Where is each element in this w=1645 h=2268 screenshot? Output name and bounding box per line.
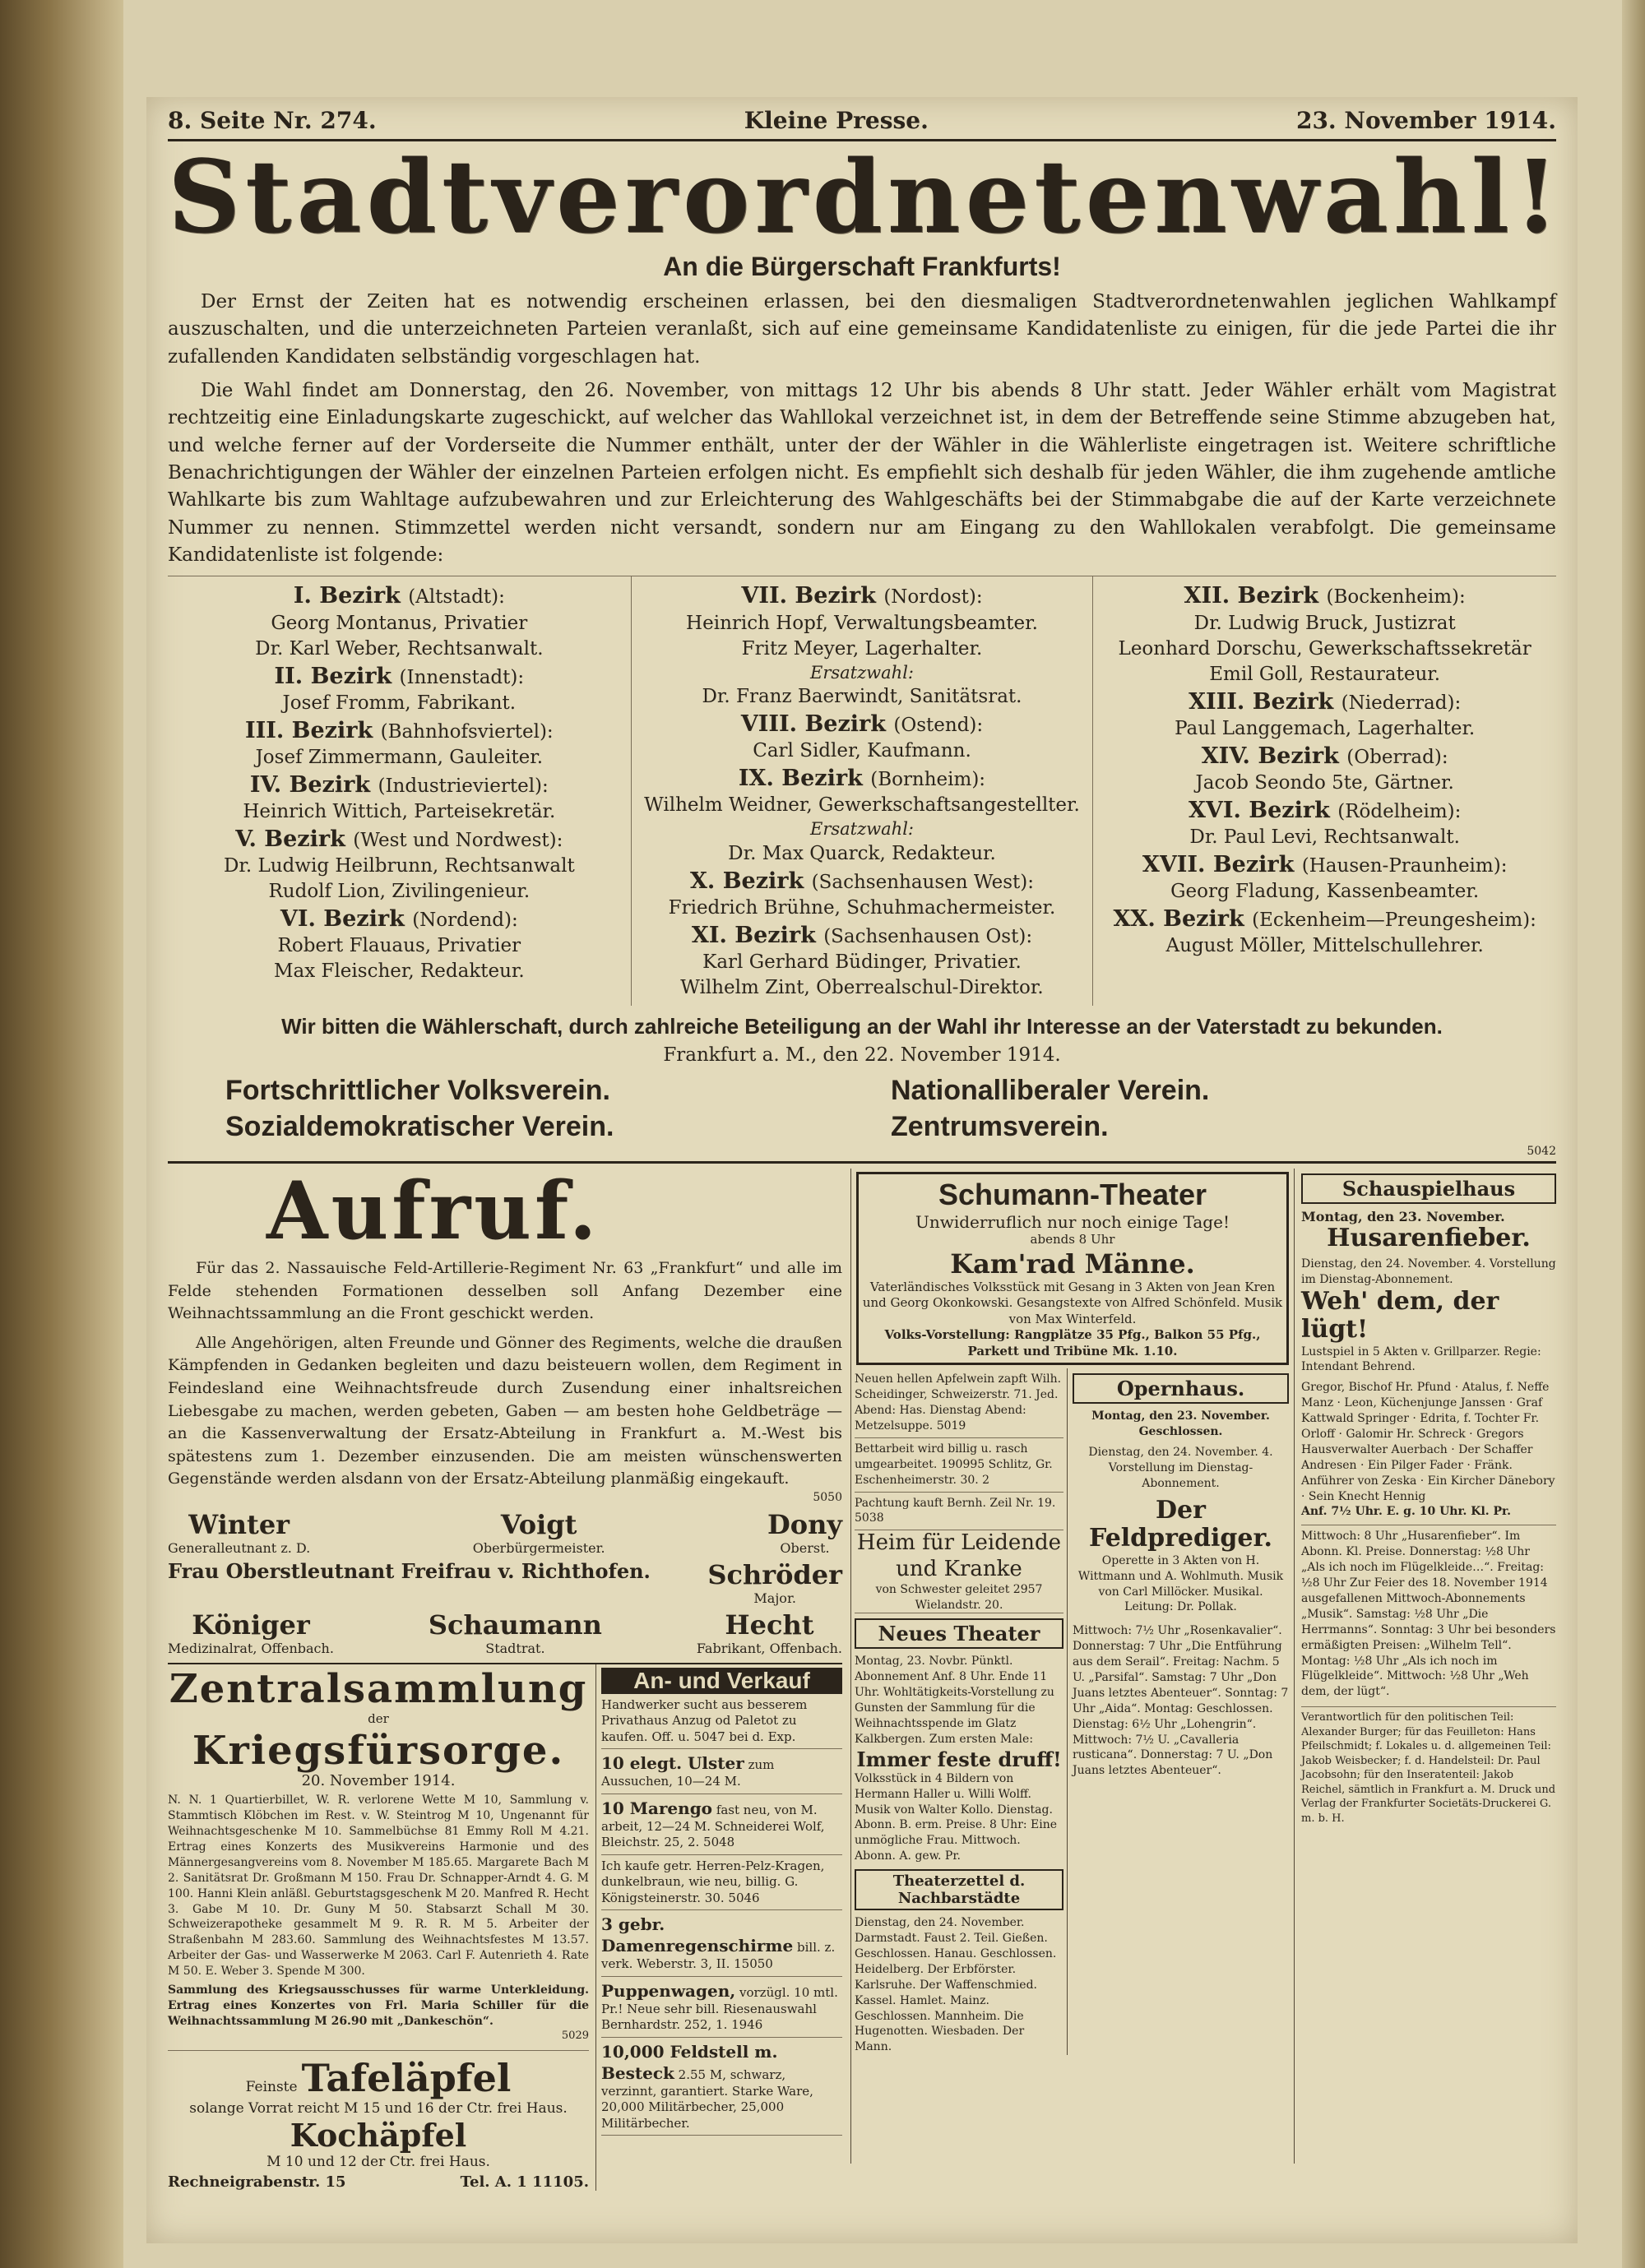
editorial-credits: Verantwortlich für den politischen Teil: Alexander Burger; für das Feuilleton: Hans Pfeilschmidt; f. Lokales u. d. allgemeinen Teil: Jakob Weisbecker; f. d. Handelsteil: Dr. Paul Jacobsohn; für den Inseratenteil: Jakob Reichel, sämtlich in Frankfurt a. M. Druck und Verlag der Frankfurter Societäts-Druckerei G. m. b. H. [1301,1706,1556,1826]
zentral-title: Zentralsammlung [169,1665,588,1712]
candidate: Josef Zimmermann, Gauleiter. [255,746,544,768]
district-column [631,576,1094,1005]
candidate-list [168,576,1556,1005]
section-divider [168,1161,1556,1164]
opernhaus-l2: Dienstag, den 24. November. 4. Vorstellung im Dienstag-Abonnement. [1088,1446,1273,1490]
intro-paragraph-1: Der Ernst der Zeiten hat es notwendig erscheinen erlassen, bei den diesmaligen Stadtverordnetenwahlen jeglichen Wahlkampf auszuschalten, und die unterzeichneten Parteien veranlaßt, sich auf eine gemeinsame Kandidatenliste zu einigen, für die jede Partei die ihr zufallenden Kandidaten selbständig vorgeschlagen hat. [168,291,1556,368]
candidate: Karl Gerhard Büdinger, Privatier. [702,951,1022,973]
candidate: Friedrich Brühne, Schuhmachermeister. [668,896,1056,919]
opernhaus-desc: Operette in 3 Akten von H. Wittmann und A. Wohlmuth. Musik von Carl Millöcker. Musikal. Leitung: Dr. Pollak. [1077,1553,1284,1614]
buy-sell-column [595,1664,842,2191]
district-title: IV. Bezirk (Industrieviertel): [249,771,549,798]
schauspielhaus-desc: Lustspiel in 5 Akten v. Grillparzer. Regie: Intendant Behrend. [1301,1345,1541,1374]
zentral-donations: N. N. 1 Quartierbillet, W. R. verlorene Wette M 10, Sammlung v. Stammtisch Klöbchen im Rest. v. W. Steintrog M 10, Ungenannt für Weihnachtsgeschenke M 10. Sammelbüchse 81 Emmy Roll M 4.21. Ertrag eines Konzerts des Musikvereins Harmonie und des Männergesangvereins vom 8. November M 185.65. Margarete Bach M 2. Sanitätsrat Dr. Großmann M 150. Frau Dr. Schnapper-Arndt 4. G. M 100. Hanni Klein anläßl. Geburtstagsgeschenk M 20. Manfred R. Hecht 3. Gabe M 10. Dr. Guny M 50. Stabsarzt Schall M 30. Schweizerapotheke gesammelt M 9. R. R. M 5. Arbeiter der Straßenbahn M 283.60. Sammlung des Weihnachtsfestes M 13.57. Arbeiter der Gas- und Wasserwerke M 2063. Carl F. Autenrieth 4. Rate M 50. E. Weber 3. Spende M 300. [168,1794,589,1979]
party-name: Sozialdemokratischer Verein. [225,1111,614,1143]
district-column [168,576,631,1005]
pacht-ad: Pachtung kauft Bernh. Zeil Nr. 19. 5038 [855,1493,1063,1531]
schauspielhaus-play-1: Husarenfieber. [1327,1224,1531,1253]
classified-ads [601,1694,842,2136]
schauspielhaus-times: Anf. 7½ Uhr. E. g. 10 Uhr. Kl. Pr. [1301,1505,1512,1519]
page-edge [1622,0,1645,2268]
signature: Hecht Fabrikant, Offenbach. [696,1608,842,1656]
opernhaus-play: Der Feldprediger. [1089,1495,1272,1553]
page-number: 8. Seite Nr. 274. [168,107,377,134]
candidate: Dr. Max Quarck, Redakteur. [728,842,996,864]
apple-ad-l3: M 10 und 12 der Ctr. frei Haus. [266,2153,490,2170]
candidate: Emil Goll, Restaurateur. [1209,663,1441,685]
intro-paragraph-2: Die Wahl findet am Donnerstag, den 26. November, von mittags 12 Uhr bis abends 8 Uhr statt. Jeder Wähler erhält vom Magistrat rechtzeitig eine Einladungskarte zugeschickt, auf welcher das Wahllokal verzeichnet ist, in dem der Betreffende seine Stimme abzugeben hat, und welche ferner auf der Vorderseite die Nummer enthält, unter der der Wähler in die Wählerliste eingetragen ist. Weitere schriftliche Benachrichtigungen der Wähler der einzelnen Parteien erfolgen nicht. Es empfiehlt sich deshalb für jeden Wähler, die ihm zugehende amtliche Wahlkarte bis zum Wahltage aufzubewahren und zur Erleichterung des Wahlgeschäfts bei der Stimmabgabe die auf der Karte verzeichnete Nummer zu nennen. Stimmzettel werden nicht versandt, sondern nur am Eingang zu den Wahllokalen verabfolgt. Die gemeinsame Kandidatenliste ist folgende: [168,380,1556,567]
headline: Stadtverordnetenwahl! [168,137,1564,256]
party-name: Fortschrittlicher Volksverein. [225,1074,610,1106]
apple-ad-l1: Feinste [245,2078,298,2095]
zentral-title-2: Kriegsfürsorge. [192,1727,565,1774]
neues-theater-title: Neues Theater [855,1618,1063,1649]
district-column [1093,576,1556,1005]
lower-left-block [168,1663,842,2191]
district-title: VI. Bezirk (Nordend): [280,906,518,933]
candidate: Jacob Seondo 5te, Gärtner. [1195,771,1454,794]
signature: Königer Medizinalrat, Offenbach. [168,1608,334,1656]
district-title: IX. Bezirk (Bornheim): [738,766,986,792]
district-title: VIII. Bezirk (Ostend): [740,710,984,737]
classified-ad: 3 gebr. Damenregenschirme bill. z. verk. Weberstr. 3, II. 15050 [601,1910,842,1977]
candidate: Heinrich Hopf, Verwaltungsbeamter. [686,612,1038,634]
zentral-der: der [368,1710,389,1726]
theaterzettel-title: Theaterzettel d. Nachbarstädte [855,1869,1063,1910]
appeal-text: Wir bitten die Wählerschaft, durch zahlreiche Beteiligung an der Wahl ihr Interesse an der Vaterstadt zu bekunden. [281,1013,1443,1039]
apple-ad-l2: solange Vorrat reicht M 15 und 16 der Ctr. frei Haus. [189,2099,568,2117]
schumann-line1: Unwiderruflich nur noch einige Tage! [915,1212,1230,1233]
apple-ad-tel: Tel. A. 1 11105. [460,2173,589,2191]
buy-sell-header: An- und Verkauf [601,1668,842,1694]
schauspielhaus-l2: Dienstag, den 24. November. 4. Vorstellung im Dienstag-Abonnement. [1301,1257,1556,1286]
schauspielhaus-l1: Montag, den 23. November. [1301,1209,1505,1225]
middle-ads [851,1368,1067,2055]
candidate: Fritz Meyer, Lagerhalter. [741,637,983,660]
apple-ad [168,2050,589,2191]
schumann-prices: Volks-Vorstellung: Rangplätze 35 Pfg., Balkon 55 Pfg., Parkett und Tribüne Mk. 1.10. [884,1327,1261,1358]
apple-ad-title-2: Kochäpfel [290,2116,467,2154]
candidate: Heinrich Wittich, Parteisekretär. [243,801,556,822]
district-title: XIII. Bezirk (Niederrad): [1189,688,1462,715]
middle-split [851,1368,1294,2055]
district-title: XII. Bezirk (Bockenheim): [1184,583,1466,609]
classified-ad: Puppenwagen, vorzügl. 10 mtl. Pr.! Neue sehr bill. Riesenauswahl Bernhardstr. 252, 1. 1946 [601,1977,842,2038]
newspaper-page [146,97,1578,2243]
candidate: Robert Flauaus, Privatier [277,935,521,957]
heim-ad-title: Heim für Leidende und Kranke [856,1530,1062,1581]
schumann-line2: abends 8 Uhr [1030,1232,1115,1247]
right-column [1294,1169,1556,2164]
candidate: Josef Fromm, Fabrikant. [282,692,517,714]
candidate: Wilhelm Zint, Oberrealschul-Direktor. [680,976,1044,998]
heim-ad-text: von Schwester geleitet 2957 Wielandstr. 20. [855,1582,1063,1614]
signature: Schröder Major. [707,1558,842,1606]
classified-ad: 10 elegt. Ulster zum Aussuchen, 10—24 M. [601,1749,842,1794]
issue-date: 23. November 1914. [1295,107,1556,134]
ad-code: 5042 [1527,1145,1556,1159]
district-title: X. Bezirk (Sachsenhausen West): [689,868,1035,894]
left-column [168,1164,850,2191]
district-title: XI. Bezirk (Sachsenhausen Ost): [691,922,1033,948]
candidate: August Möller, Mittelschullehrer. [1165,935,1484,957]
schauspielhaus-week: Mittwoch: 8 Uhr „Husarenfieber“. Im Abonn. Kl. Preise. Donnerstag: ½8 Uhr „Als ich noch im Flügelkleide…“. Freitag: ½8 Uhr Zur Feier des 18. November 1914 ausgefallenen Mittwoch-Abonnements „Musik“. Samstag: ½8 Uhr „Die Herrmanns“. Sonntag: 3 Uhr bei besonders ermäßigten Preisen: „Wilhelm Tell“. Montag: ½8 Uhr „Als ich noch im Flügelkleide“. Mittwoch: ½8 Uhr „Weh dem, der lügt“. [1301,1525,1556,1700]
district-title: XX. Bezirk (Eckenheim—Preungesheim): [1113,906,1536,933]
lower-section [168,1164,1556,2191]
signature-row [168,1509,842,1556]
signature: Frau Oberstleutnant Freifrau v. Richthofen. [168,1558,651,1583]
aufruf-paragraph-1: Für das 2. Nassauische Feld-Artillerie-Regiment Nr. 63 „Frankfurt“ und alle im Felde stehenden Formationen desselben soll Anfang Dezember eine Weihnachtssammlung an die Front geschickt werden. [168,1259,842,1323]
party-name: Zentrumsverein. [891,1111,1109,1143]
party-name: Nationalliberaler Verein. [891,1074,1210,1106]
theaterzettel-text: Dienstag, den 24. November. Darmstadt. Faust 2. Teil. Gießen. Geschlossen. Hanau. Geschlossen. Heidelberg. Der Erbförster. Karlsruhe. Der Waffenschmied. Kassel. Hamlet. Mainz. Geschlossen. Mannheim. Die Hugenotten. Wiesbaden. Der Mann. [855,1916,1057,2054]
schumann-desc: Vaterländisches Volksstück mit Gesang in 3 Akten von Jean Kren und Georg Okonkowski. Gesangstexte von Alfred Schönfeld. Musik von Max Winterfeld. [862,1279,1283,1326]
classified-ad: Ich kaufe getr. Herren-Pelz-Kragen, dunkelbraun, wie neu, billig. G. Königsteinerstr. 30. 5046 [601,1855,842,1911]
candidate: Carl Sidler, Kaufmann. [753,740,971,762]
classified-ad: 10 Marengo fast neu, von M. arbeit, 12—24 M. Schneiderei Wolf, Bleichstr. 25, 2. 5048 [601,1794,842,1855]
district-title: I. Bezirk (Altstadt): [293,583,505,609]
neues-theater-play: Immer feste druff! [856,1747,1062,1771]
ersatz-label: Ersatzwahl: [810,819,914,840]
signature: Dony Oberst. [767,1508,842,1556]
ersatz-label: Ersatzwahl: [810,662,914,683]
apfelwein-ad: Neuen hellen Apfelwein zapft Wilh. Scheidinger, Schweizerstr. 71. Jed. Abend: Has. Dienstag Abend: Metzelsuppe. 5019 [855,1368,1063,1438]
district-title: III. Bezirk (Bahnhofsviertel): [244,717,554,743]
candidate: Georg Fladung, Kassenbeamter. [1170,881,1480,903]
candidate: Dr. Ludwig Heilbrunn, Rechtsanwalt [223,855,575,877]
neues-theater-text-1: Montag, 23. Novbr. Pünktl. Abonnement Anf. 8 Uhr. Ende 11 Uhr. Wohltätigkeits-Vorstellung zu Gunsten der Sammlung für die Weihnachtsspende im Glatz Kalkbergen. Zum ersten Male: [855,1655,1054,1746]
candidate: Dr. Paul Levi, Rechtsanwalt. [1189,826,1460,849]
zentral-note: Sammlung des Kriegsausschusses für warme Unterkleidung. Ertrag eines Konzertes von Frl. Maria Schiller für die Weihnachtssammlung M 26.90 mit „Dankeschön“. [168,1983,589,2028]
signature-row [168,1559,842,1606]
signature-row [168,1609,842,1656]
candidate: Leonhard Dorschu, Gewerkschaftssekretär [1118,637,1531,660]
apple-ad-address: Rechneigrabenstr. 15 [168,2173,346,2191]
dateline: Frankfurt a. M., den 22. November 1914. [663,1044,1061,1066]
party-signatures [168,1072,1556,1145]
candidate: Dr. Franz Baerwindt, Sanitätsrat. [702,685,1022,707]
schumann-play: Kam'rad Männe. [950,1247,1195,1280]
zentralsammlung [168,1664,595,2191]
ad-code: 5050 [813,1490,842,1504]
aufruf-title: Aufruf. [266,1164,600,1258]
district-title: XIV. Bezirk (Oberrad): [1201,743,1448,769]
schauspielhaus-play-2: Weh' dem, der lügt! [1301,1286,1499,1345]
classified-ad: 10,000 Feldstell m. Besteck 2.55 M, schwarz, verzinnt, garantiert. Starke Ware, 20,000 Militärbecher, 25,000 Militärbecher. [601,2038,842,2136]
candidate: Dr. Karl Weber, Rechtsanwalt. [255,637,544,660]
schumann-theater-ad [856,1172,1289,1365]
neues-theater-text-2: Volksstück in 4 Bildern von Hermann Haller u. Willi Wolff. Musik von Walter Kollo. Dienstag. Abonn. B. erm. Preise. 8 Uhr: Eine unmögliche Frau. Mittwoch. Abonn. A. gew. Pr. [855,1771,1058,1863]
candidate: Rudolf Lion, Zivilingenieur. [268,881,531,903]
aufruf-signatures [168,1509,842,1656]
district-title: V. Bezirk (West und Nordwest): [235,826,563,853]
signature: Voigt Oberbürgermeister. [472,1508,605,1556]
aufruf-paragraph-2: Alle Angehörigen, alten Freunde und Gönner des Regiments, welche die draußen Kämpfenden in Gedanken begleiten und dazu beisteuern wollen, dem Regiment in Feindesland eine Weihnachtsfreude durch Zusendung einer inhaltsreichen Liebesgabe zu machen, werden gebeten, Gaben — am besten hohe Geldbeträge — an die Kassenverwaltung der Ersatz-Abteilung in Frankfurt a. M.-West bis spätestens zum 1. Dezember einzusenden. Die am meisten wünschenswerten Gegenstände werden alsdann von der Ersatz-Abteilung planmäßig eingekauft. [168,1333,842,1488]
signature: Schaumann Stadtrat. [428,1608,602,1656]
candidate: Paul Langgemach, Lagerhalter. [1175,717,1476,739]
classified-ad: Handwerker sucht aus besserem Privathaus Anzug od Paletot zu kaufen. Off. u. 5047 bei d. Exp. [601,1694,842,1750]
middle-column [850,1169,1294,2164]
bett-ad: Bettarbeit wird billig u. rasch umgearbeitet. 190995 Schlitz, Gr. Eschenheimerstr. 30. 2 [855,1438,1063,1493]
schauspielhaus-cast: Gregor, Bischof Hr. Pfund · Atalus, f. Neffe Manz · Leon, Küchenjunge Janssen · Graf Kattwald Springer · Edrita, f. Tochter Fr. Orloff · Galomir Hr. Schreck · Gregors Hausverwalter Auerbach · Der Schaffer Andresen · Ein Pilger Fader · Fränk. Anführer von Zeska · Ein Kircher Dänebory · Sein Knecht Hennig [1301,1381,1555,1503]
candidate: Wilhelm Weidner, Gewerkschaftsangestellter. [644,794,1080,817]
book-spine [0,0,123,2268]
candidate: Georg Montanus, Privatier [271,612,528,634]
subheadline: An die Bürgerschaft Frankfurts! [663,252,1061,281]
district-title: XVI. Bezirk (Rödelheim): [1188,797,1462,823]
page-header [168,107,1556,141]
district-title: VII. Bezirk (Nordost): [741,583,983,609]
district-title: II. Bezirk (Innenstadt): [274,663,525,689]
schumann-title: Schumann-Theater [938,1178,1207,1212]
candidate: Max Fleischer, Redakteur. [273,960,525,983]
district-title: XVII. Bezirk (Hausen-Praunheim): [1142,852,1508,878]
opernhaus-title: Opernhaus. [1073,1373,1289,1404]
candidate: Dr. Ludwig Bruck, Justizrat [1193,612,1456,634]
opernhaus-l1: Montag, den 23. November. Geschlossen. [1091,1409,1270,1439]
schauspielhaus-title: Schauspielhaus [1301,1173,1556,1204]
ad-code: 5029 [561,2029,589,2042]
apple-ad-title: Tafeläpfel [301,2055,512,2100]
paper-name: Kleine Presse. [744,107,929,134]
opernhaus-column [1067,1368,1294,2055]
signature: Winter Generalleutnant z. D. [168,1508,311,1556]
opernhaus-week: Mittwoch: 7½ Uhr „Rosenkavalier“. Donnerstag: 7 Uhr „Die Entführung aus dem Serail“. Freitag: Nachm. 5 U. „Parsifal“. Samstag: 7 Uhr „Don Juans letztes Abenteuer“. Sonntag: 7 Uhr „Aida“. Montag: Geschlossen. Dienstag: 6½ Uhr „Lohengrin“. Mittwoch: 7½ U. „Cavalleria rusticana“. Donnerstag: 7 U. „Don Juans letztes Abenteuer“. [1073,1624,1289,1778]
zentral-date: 20. November 1914. [301,1772,456,1790]
